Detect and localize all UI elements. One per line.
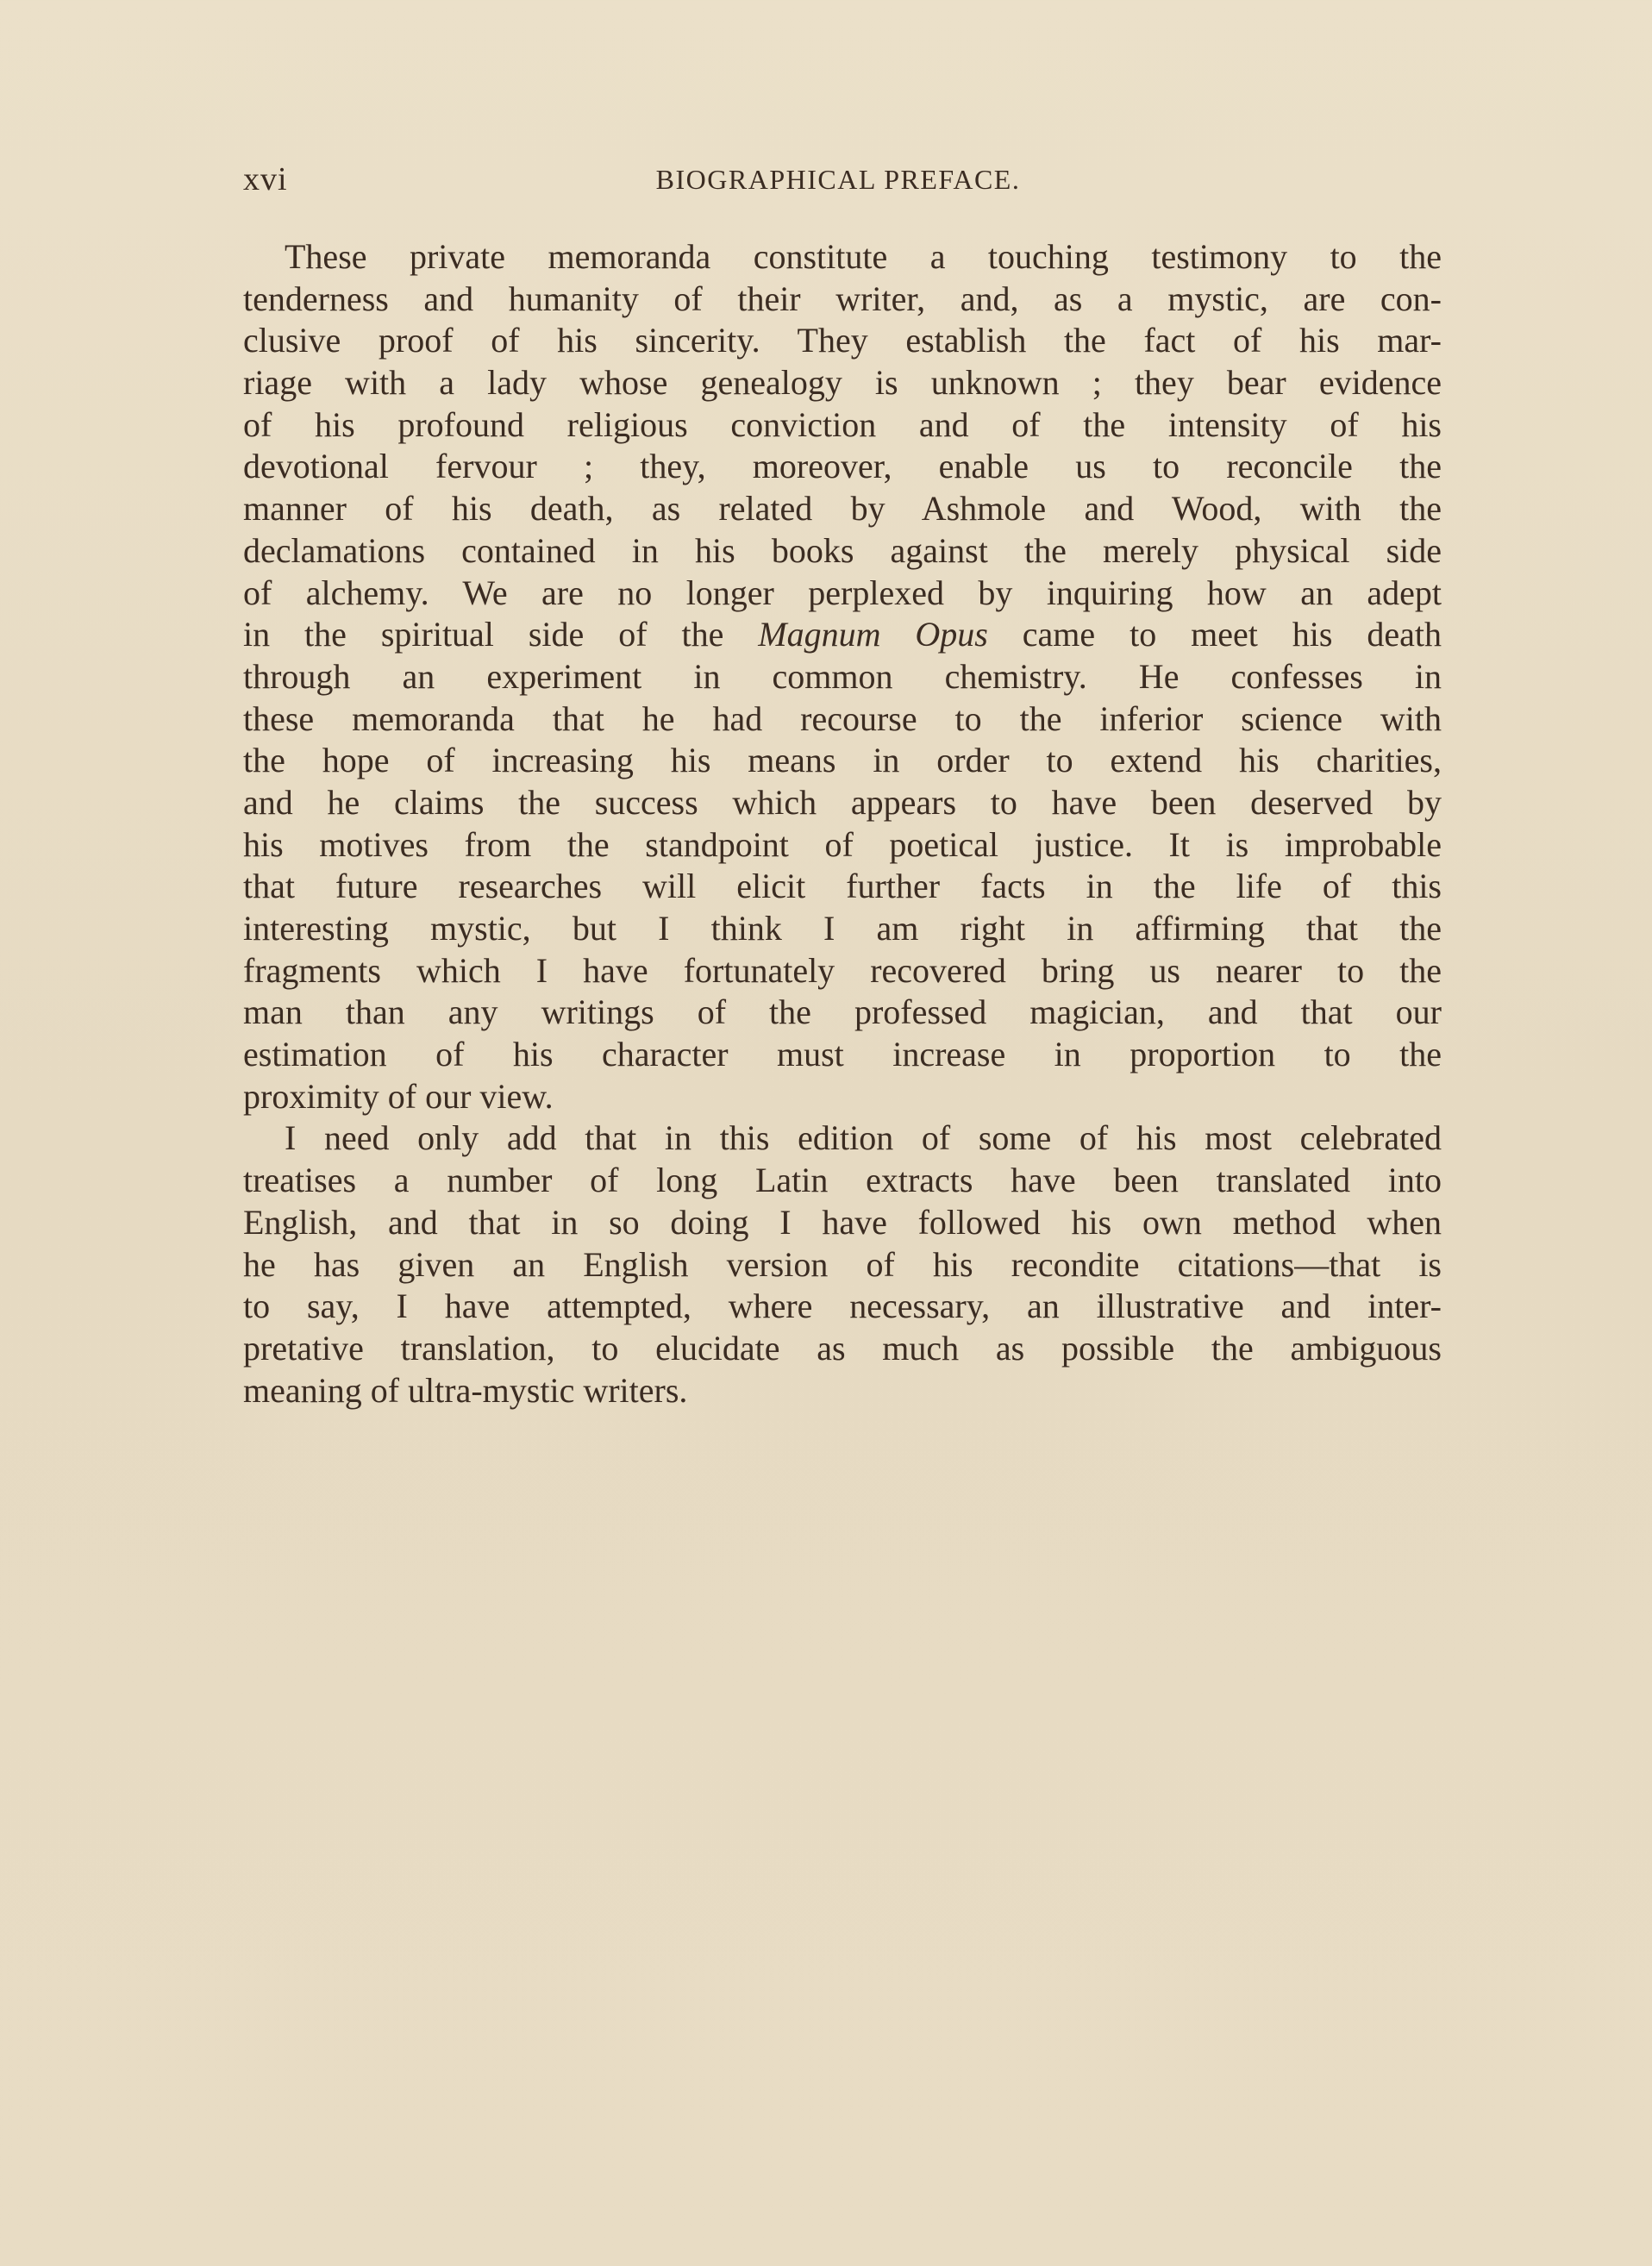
text-line: meaning of ultra-mystic writers. — [243, 1370, 688, 1410]
paragraph — [243, 1117, 1442, 1412]
text-line: of his profound religious conviction and of the intensity of his — [243, 404, 1442, 444]
text-line: man than any writings of the professed magician, and that our — [243, 992, 1442, 1032]
text-line: and he claims the success which appears to have been deserved by — [243, 782, 1442, 822]
text-line: of alchemy. We are no longer perplexed by inquiring how an adept — [243, 573, 1442, 612]
text-line: fragments which I have fortunately recovered bring us nearer to the — [243, 950, 1442, 990]
folio-number: xvi — [243, 161, 288, 197]
text-line: these memoranda that he had recourse to the inferior science with — [243, 698, 1442, 738]
text-segment: in the spiritual side of the — [243, 615, 724, 654]
italic-title: Magnum Opus — [758, 615, 988, 654]
text-line — [243, 614, 1442, 656]
paragraph — [243, 236, 1442, 1117]
text-line: to say, I have attempted, where necessary, an illustrative and inter- — [243, 1286, 1442, 1326]
text-line: that future researches will elicit further facts in the life of this — [243, 867, 1442, 906]
text-line: through an experiment in common chemistry. He confesses in — [243, 656, 1442, 696]
text-line: These private memoranda constitute a touching testimony to the — [285, 237, 1442, 276]
text-line: English, and that in so doing I have followed his own method when — [243, 1202, 1442, 1242]
text-line: declamations contained in his books against the merely physical side — [243, 530, 1442, 570]
text-segment: came to meet his death — [1022, 615, 1442, 654]
page-body — [243, 236, 1442, 1412]
text-line: pretative translation, to elucidate as much as possible the ambiguous — [243, 1328, 1442, 1368]
text-line: he has given an English version of his recondite citations—that is — [243, 1244, 1442, 1284]
text-line: proximity of our view. — [243, 1076, 554, 1116]
running-head: BIOGRAPHICAL PREFACE. — [655, 164, 1021, 195]
text-line: I need only add that in this edition of some of his most celebrated — [285, 1118, 1442, 1158]
text-line: clusive proof of his sincerity. They establish the fact of his mar- — [243, 321, 1442, 360]
text-line: manner of his death, as related by Ashmole and Wood, with the — [243, 489, 1442, 529]
text-line: the hope of increasing his means in order to extend his charities, — [243, 741, 1442, 780]
text-line: his motives from the standpoint of poetical justice. It is improbable — [243, 824, 1442, 864]
text-line: interesting mystic, but I think I am right in affirming that the — [243, 909, 1442, 948]
text-line: estimation of his character must increase in proportion to the — [243, 1035, 1442, 1074]
text-line: riage with a lady whose genealogy is unknown ; they bear evidence — [243, 363, 1442, 403]
text-line: tenderness and humanity of their writer, and, as a mystic, are con- — [243, 279, 1442, 318]
text-line: devotional fervour ; they, moreover, enable us to reconcile the — [243, 447, 1442, 486]
text-line: treatises a number of long Latin extracts have been translated into — [243, 1161, 1442, 1200]
